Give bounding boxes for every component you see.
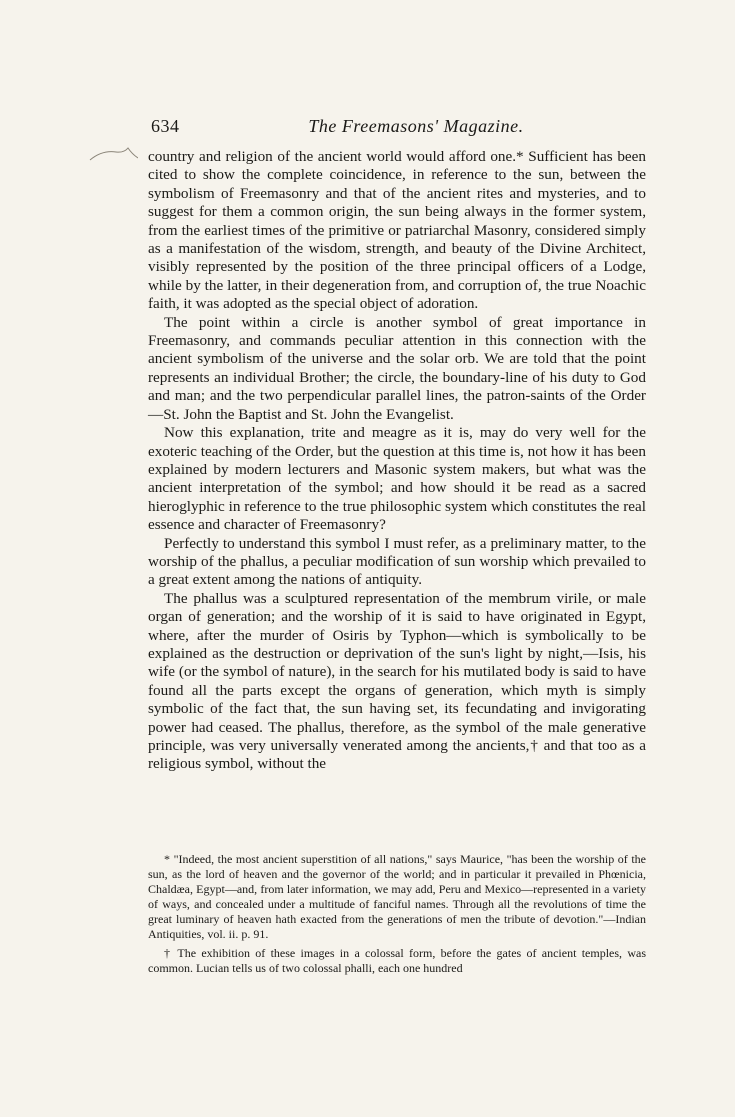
page-header [146, 110, 646, 138]
footnote-1: * "Indeed, the most ancient superstition of all nations," says Maurice, "has been the worship of the sun, as the lord of heaven and the governor of the world; and in particular it prevailed in Phœnicia, Chaldæa, Egypt—and, from later information, we may add, Peru and Mexico—represented in a variety of ways, and concealed under a multitude of fanciful names. Through all the revolutions of time the great luminary of heaven hath exacted from the generations of men the tribute of devotion."—Indian Antiquities, vol. ii. p. 91. [148, 852, 646, 942]
footnotes [148, 852, 646, 976]
paragraph-3: Now this explanation, trite and meagre as it is, may do very well for the exoteric teaching of the Order, but the question at this time is, not how it has been explained by modern lecturers and Masonic system makers, but what was the ancient interpretation of the symbol; and how should it be read as a sacred hieroglyphic in reference to the true philosophic system which constitutes the real essence and character of Freemasonry? [148, 424, 646, 534]
running-title: The Freemasons' Magazine. [308, 116, 524, 136]
paragraph-4: Perfectly to understand this symbol I must refer, as a preliminary matter, to the worship of the phallus, a peculiar modification of sun worship which prevailed to a great extent among the nations of antiquity. [148, 534, 646, 589]
paragraph-2: The point within a circle is another symbol of great importance in Freemasonry, and commands peculiar attention in this connection with the ancient symbolism of the universe and the solar orb. We are told that the point represents an individual Brother; the circle, the boundary-line of his duty to God and man; and the two perpendicular parallel lines, the patron-saints of the Order—St. John the Baptist and St. John the Evangelist. [148, 313, 646, 423]
page-number: 634 [151, 116, 180, 136]
main-text [148, 148, 646, 774]
pencil-mark-icon [88, 144, 138, 164]
paragraph-1: country and religion of the ancient world would afford one.* Sufficient has been cited to show the complete coincidence, in reference to the sun, between the symbolism of Freemasonry and that of the ancient rites and mysteries, and to suggest for them a common origin, the sun being always in the former system, from the earliest times of the primitive or patriarchal Masonry, considered simply as a manifestation of the wisdom, strength, and beauty of the Divine Architect, visibly represented by the position of the three principal officers of a Lodge, while by the latter, in their degeneration from, and corruption of, the true Noachic faith, it was adopted as the special object of adoration. [148, 148, 646, 313]
footnote-2: † The exhibition of these images in a colossal form, before the gates of ancient temples, was common. Lucian tells us of two colossal phalli, each one hundred [148, 945, 646, 975]
paragraph-5: The phallus was a sculptured representation of the membrum virile, or male organ of generation; and the worship of it is said to have originated in Egypt, where, after the murder of Osiris by Typhon—which is symbolically to be explained as the destruction or deprivation of the sun's light by night,—Isis, his wife (or the symbol of nature), in the search for his mutilated body is said to have found all the parts except the organs of generation, which myth is simply symbolic of the fact that, the sun having set, its fecundating and invigorating power had ceased. The phallus, therefore, as the symbol of the male generative principle, was very universally venerated among the ancients,† and that too as a religious symbol, without the [148, 589, 646, 773]
